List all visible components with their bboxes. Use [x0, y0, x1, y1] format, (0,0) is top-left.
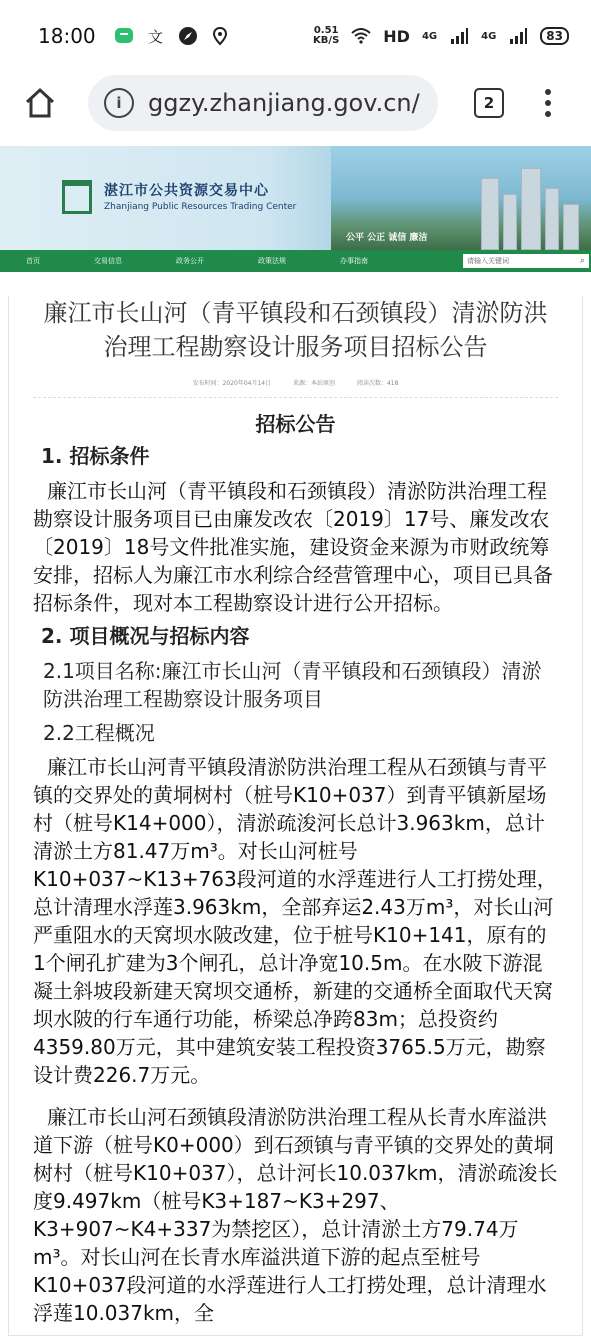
translate-icon — [146, 26, 166, 46]
home-icon — [23, 86, 57, 120]
svg-text:文: 文 — [147, 28, 163, 46]
site-info-icon[interactable]: i — [104, 88, 134, 118]
search-icon[interactable]: ⌕ — [579, 256, 585, 266]
view-count: 阅读次数：418 — [356, 380, 399, 387]
net-speed-unit: KB/S — [313, 35, 340, 46]
signal-2-icon — [508, 26, 528, 46]
item-2-2: 2.2工程概况 — [43, 721, 155, 745]
more-menu-button[interactable] — [544, 89, 552, 117]
item-2-1: 2.1项目名称:廉江市长山河（青平镇段和石颈镇段）清淤防洪治理工程勘察设计服务项目 — [43, 659, 542, 711]
hd-indicator: HD — [383, 26, 410, 46]
site-banner — [0, 146, 591, 250]
section-1-text: 廉江市长山河（青平镇段和石颈镇段）清淤防洪治理工程勘察设计服务项目已由廉发改农〔2019〕17号、廉发改农〔2019〕18号文件批准实施，建设资金来源为市财政统筹安排，招标人为廉江市水利综合经营管理中心，项目已具备招标条件，现对本工程勘察设计进行公开招标。 — [33, 479, 553, 615]
site-logo-icon — [62, 180, 92, 214]
nav-guide[interactable]: 办事指南 — [340, 257, 368, 265]
site-subtitle: Zhanjiang Public Resources Trading Center — [104, 202, 297, 212]
article — [8, 296, 583, 1336]
nav-trade-info[interactable]: 交易信息 — [94, 257, 122, 265]
battery-indicator: 83 — [540, 27, 569, 45]
status-time: 18:00 — [38, 24, 96, 48]
net-speed — [313, 26, 339, 46]
site-title: 湛江市公共资源交易中心 — [104, 183, 269, 199]
site-slogan: 公平 公正 诚信 廉洁 — [346, 233, 428, 243]
message-icon — [114, 26, 134, 46]
paragraph-1: 廉江市长山河青平镇段清淤防洪治理工程从石颈镇与青平镇的交界处的黄垌树村（桩号K10+037）到青平镇新屋场村（桩号K14+000），清淤疏浚河长总计3.963km，总计清淤土方81.47万m³。对长山河桩号K10+037~K13+763段河道的水浮莲进行人工打捞处理，总计清理水浮莲3.963km，全部弃运2.43万m³，对长山河严重阻水的天窝坝水陂改建，位于桩号K10+141，原有的1个闸孔扩建为3个闸孔，总计净宽10.5m。在水陂下游混凝土斜坡段新建天窝坝交通桥，新建的交通桥全面取代天窝坝水陂的行车通行功能，桥梁总净跨83m；总投资约4359.80万元，其中建筑安装工程投资3765.5万元，勘察设计费226.7万元。 — [33, 755, 557, 1087]
publish-time: 发布时间：2020年04月14日 — [192, 380, 272, 387]
search-placeholder: 请输入关键词 — [467, 257, 509, 265]
article-title: 廉江市长山河（青平镇段和石颈镇段）清淤防洪治理工程勘察设计服务项目招标公告 — [43, 299, 548, 361]
section-1-heading: 1. 招标条件 — [41, 444, 150, 468]
site-search-input[interactable] — [463, 254, 589, 268]
net-speed-value: 0.51 — [313, 25, 339, 36]
section-2-heading: 2. 项目概况与招标内容 — [41, 624, 250, 648]
tab-switcher-button[interactable]: 2 — [474, 88, 504, 118]
wifi-icon — [351, 26, 371, 46]
home-button[interactable] — [20, 83, 60, 123]
compass-icon — [178, 26, 198, 46]
browser-toolbar — [0, 72, 591, 134]
nav-gov-affairs[interactable]: 政务公开 — [176, 257, 204, 265]
signal-2-label: 4G — [481, 30, 497, 42]
site-nav — [0, 250, 591, 272]
url-text: ggzy.zhanjiang.gov.cn/ — [148, 89, 420, 117]
article-meta — [33, 378, 558, 387]
nav-home[interactable]: 首页 — [26, 257, 40, 265]
signal-1-label: 4G — [421, 30, 438, 42]
doc-title: 招标公告 — [255, 412, 336, 436]
address-bar[interactable] — [88, 75, 438, 131]
status-bar — [0, 0, 591, 72]
article-source: 来源：本站原创 — [293, 380, 336, 387]
signal-1-icon — [449, 26, 469, 46]
location-icon — [210, 26, 230, 46]
nav-policies[interactable]: 政策法规 — [258, 257, 286, 265]
paragraph-2: 廉江市长山河石颈镇段清淤防洪治理工程从长青水库溢洪道下游（桩号K0+000）到石颈镇与青平镇的交界处的黄垌树村（桩号K10+037），总计河长10.037km，清淤疏浚长度9.497km（桩号K3+187~K3+297、K3+907~K4+337为禁挖区），总计清淤土方79.74万m³。对长山河在长青水库溢洪道下游的起点至桩号K10+037段河道的水浮莲进行人工打捞处理，总计清理水浮莲10.037km，全 — [33, 1105, 558, 1325]
divider — [33, 397, 558, 398]
